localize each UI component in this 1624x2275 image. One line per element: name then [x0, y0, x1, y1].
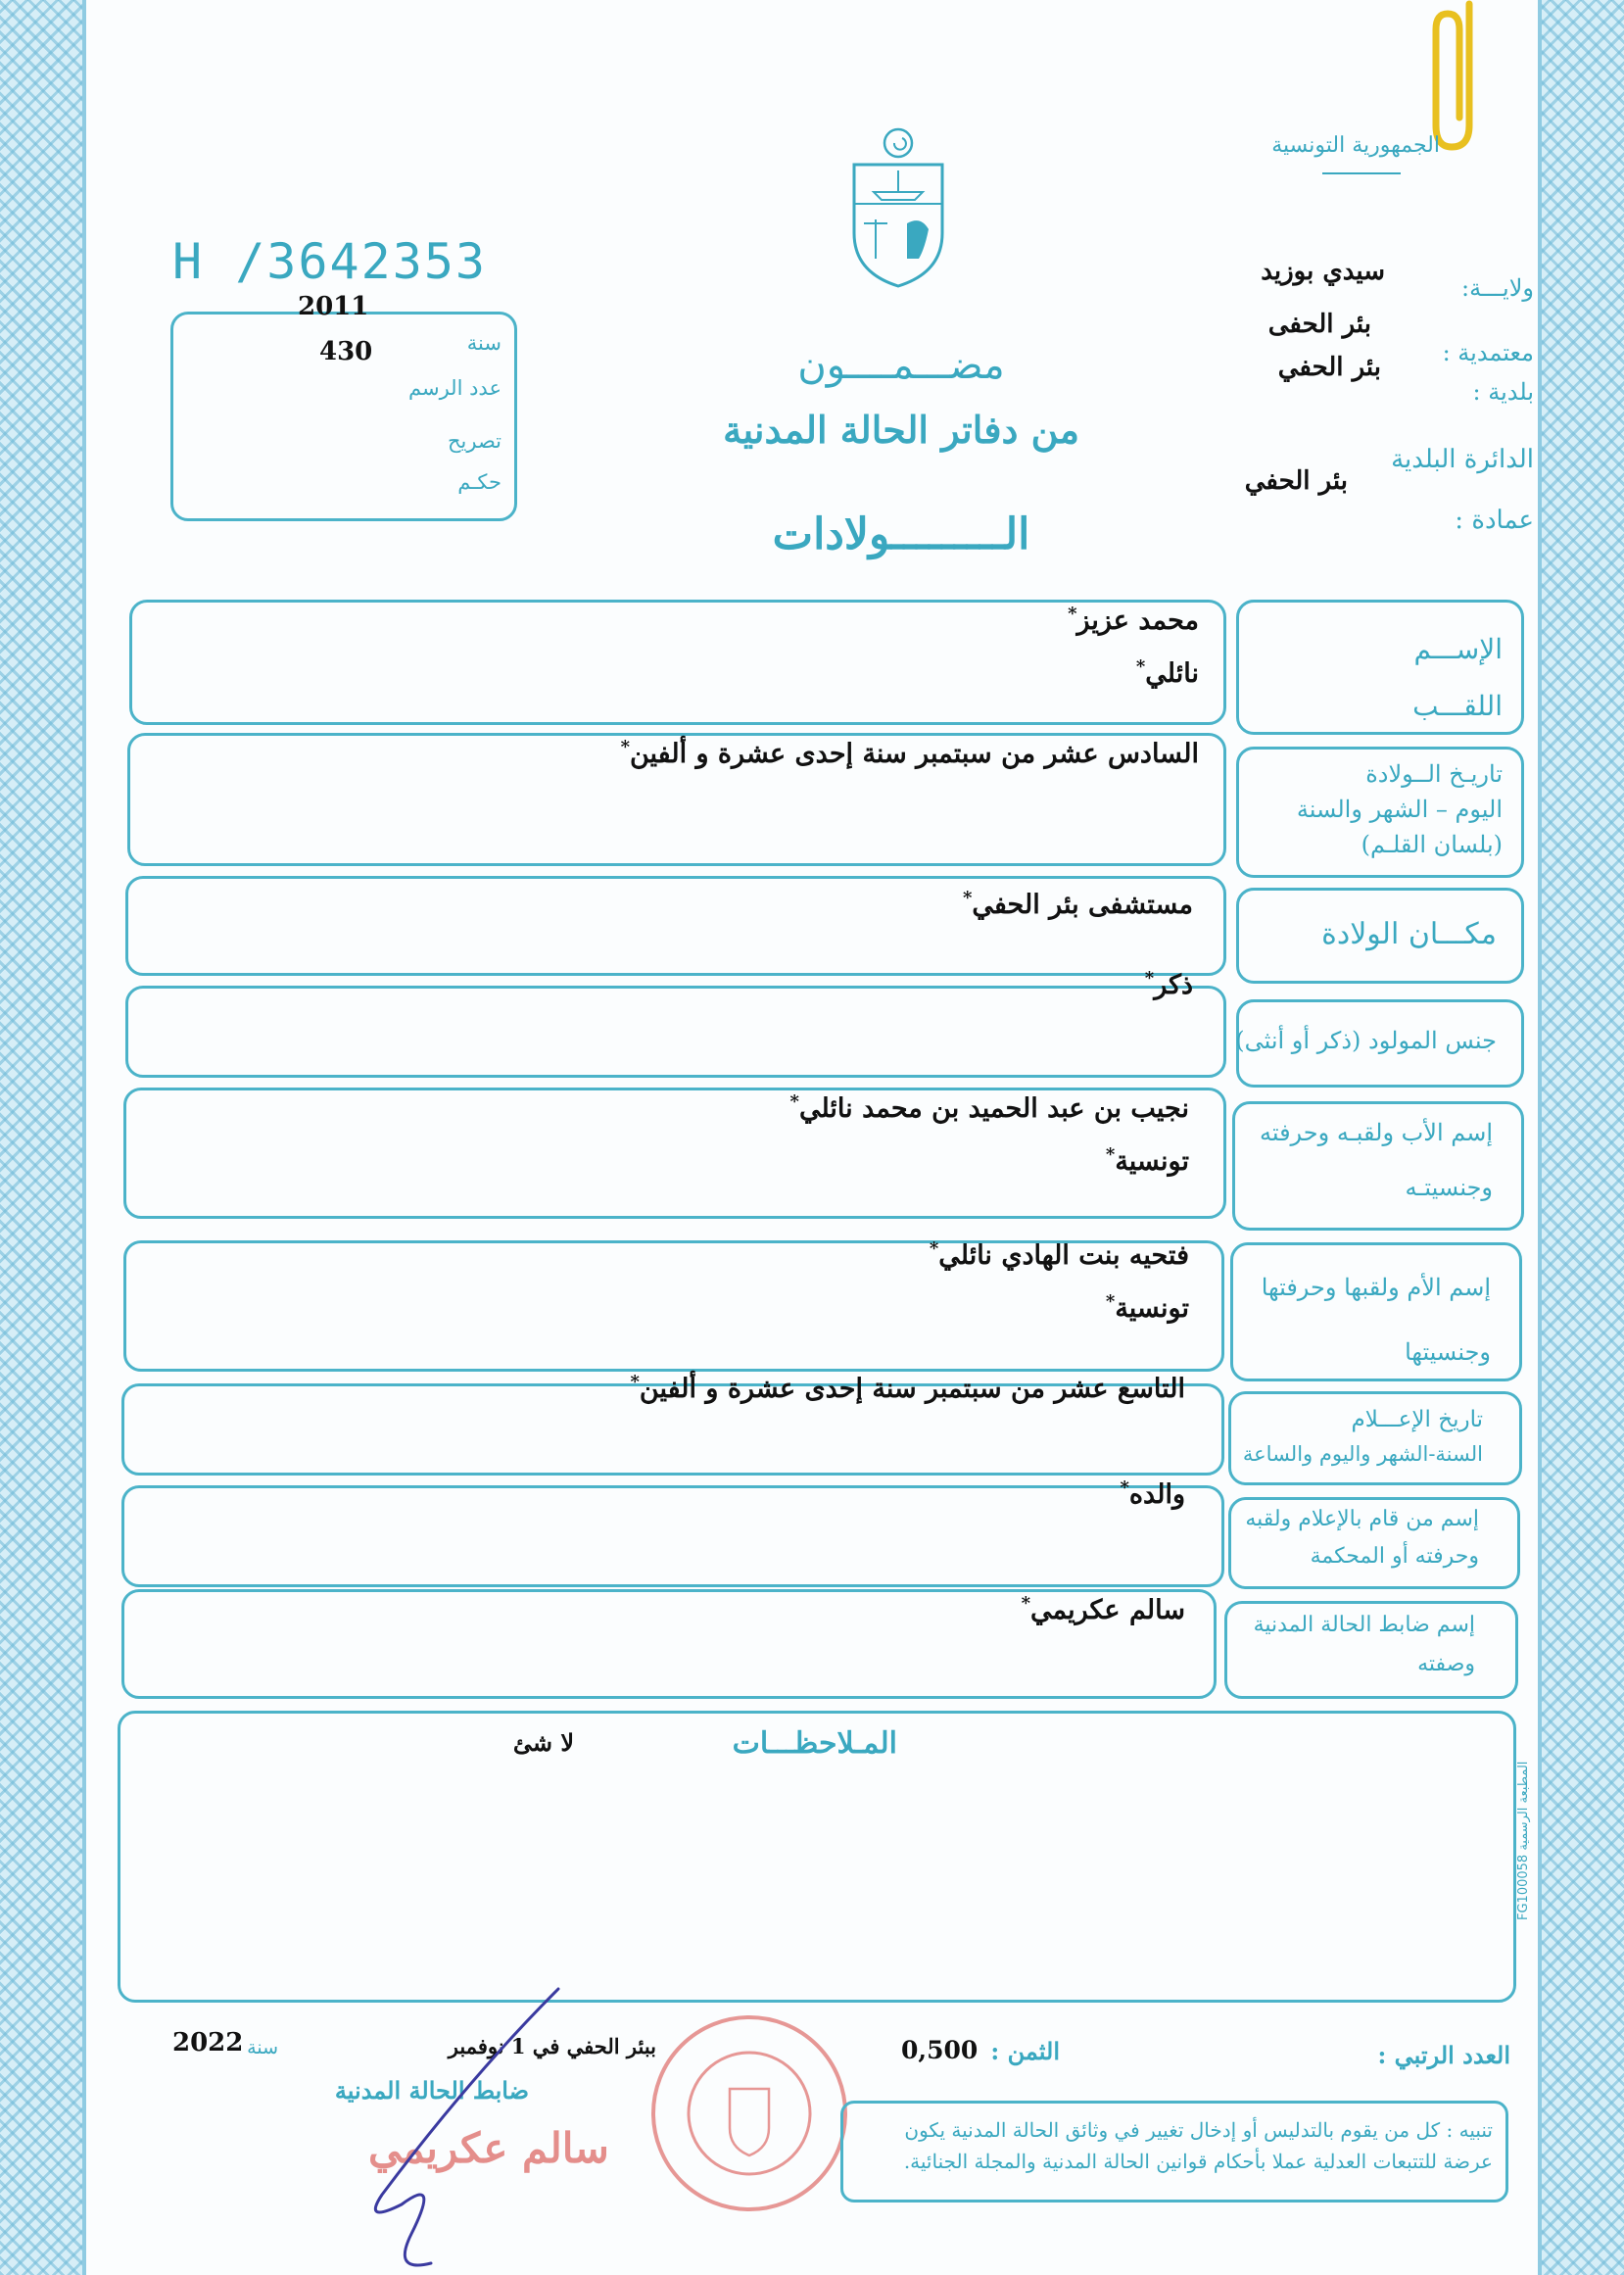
serial-label: العدد الرتبي : [1377, 2041, 1510, 2069]
name-label: الإســـم [1413, 633, 1503, 665]
declarant-value: والده* [1120, 1477, 1185, 1510]
governorate-label: ولايـــة: [1460, 274, 1534, 302]
price-value: 0,500 [901, 2036, 979, 2064]
register-year-value: 2011 [298, 292, 369, 321]
name-value: محمد عزيز* [1068, 604, 1199, 636]
birth-date-label: تاريـخ الــولادة [1365, 760, 1503, 788]
mother-label: إسم الأم ولقبها وحرفتها [1261, 1274, 1491, 1301]
notice-text: تنبيه : كل من يقوم بالتدليس أو إدخال تغيير في وثائق الحالة المدنية يكون عرضة للتتبعات العدلية عملا بأحكام قوانين الحالة المدنية والمجلة الجنائية. [903, 2118, 1493, 2173]
place-date: ببئر الحفي في 1 نوفمبر [448, 2034, 656, 2058]
declarant-sublabel: وحرفته أو المحكمة [1310, 1544, 1479, 1569]
title-line1: مضـــمــــون [797, 343, 1005, 388]
birth-date-value: السادس عشر من سبتمبر سنة إحدى عشرة و ألفين* [620, 737, 1199, 769]
right-guilloche-border [1538, 0, 1624, 2275]
father-value: نجيب بن عبد الحميد بن محمد نائلي* [789, 1091, 1189, 1124]
birth-date-note: (بلسان القلـم) [1361, 831, 1503, 858]
declaration-date-sublabel: السنة-الشهر واليوم والساعة [1242, 1442, 1483, 1466]
father-label: إسم الأب ولقبـه وحرفته [1259, 1119, 1493, 1146]
register-year-label: سنة [466, 331, 502, 355]
birth-place-label: مكـــان الولادة [1321, 917, 1497, 951]
birth-place-value: مستشفى بئر الحفي* [962, 888, 1193, 920]
register-number-value: 430 [319, 337, 373, 366]
register-declaration-label: تصريح [447, 429, 502, 453]
republic-label: الجمهورية التونسية [1271, 133, 1440, 158]
signature-icon [323, 1979, 597, 2273]
mother-sublabel: وجنسيتها [1405, 1338, 1491, 1366]
remarks-value: لا شئ [512, 1728, 574, 1757]
sex-value-box [125, 986, 1226, 1078]
officer-name-stamp: سالم عكريمي [368, 2124, 609, 2172]
officer-value: سالم عكريمي* [1021, 1593, 1185, 1625]
sector-label: عمادة : [1455, 506, 1534, 535]
republic-underline [1322, 172, 1401, 174]
governorate-value: سيدي بوزيد [1261, 257, 1385, 286]
declaration-date-label: تاريخ الإعـــلام [1351, 1407, 1483, 1432]
mother-nationality-value: تونسية* [1105, 1291, 1189, 1324]
surname-value: نائلي* [1135, 656, 1199, 689]
municipality-value: بئر الحفي [1277, 353, 1381, 382]
sex-value: ذكر* [1144, 968, 1193, 1000]
printer-mark: المطبعة الرسمية FG100058 [1516, 1761, 1531, 1920]
mother-value: فتحيه بنت الهادي نائلي* [929, 1238, 1189, 1271]
declarant-label: إسم من قام بالإعلام ولقبه [1245, 1507, 1479, 1531]
sex-label: جنس المولود (ذكر أو أنثى) [1235, 1027, 1497, 1054]
district-value: بئر الحفي [1244, 466, 1348, 496]
section-title: الـــــــــولادات [772, 509, 1030, 559]
birth-date-sublabel: اليوم – الشهر والسنة [1296, 796, 1503, 823]
register-judgment-label: حكـم [457, 470, 502, 494]
remarks-label: المـلاحظـــات [732, 1726, 897, 1761]
declarant-value-box [121, 1485, 1224, 1587]
register-number-label: عدد الرسم [408, 376, 502, 400]
title-line2: من دفاتر الحالة المدنية [723, 408, 1079, 452]
footer-year-label: سنة [247, 2037, 278, 2058]
officer-label: إسم ضابط الحالة المدنية [1253, 1613, 1475, 1637]
declaration-date-value: التاسع عشر من سبتمبر سنة إحدى عشرة و ألفين* [630, 1372, 1185, 1404]
paperclip-icon [1430, 0, 1508, 157]
municipality-label: بلدية : [1472, 378, 1534, 406]
delegation-value: بئر الحفى [1267, 310, 1371, 339]
serial-number: H /3642353 [172, 233, 488, 290]
district-label: الدائرة البلدية [1391, 445, 1534, 474]
left-guilloche-border [0, 0, 86, 2275]
official-seal-icon [646, 2010, 852, 2216]
father-nationality-value: تونسية* [1105, 1144, 1189, 1177]
coat-of-arms-icon [844, 125, 952, 290]
price-label: الثمن : [990, 2037, 1060, 2065]
name-value-box [129, 600, 1226, 725]
footer-year-value: 2022 [172, 2028, 244, 2057]
officer-sublabel: وصفته [1417, 1652, 1475, 1676]
father-sublabel: وجنسيتـه [1405, 1174, 1493, 1201]
officer-title: ضابط الحالة المدنية [334, 2076, 529, 2105]
delegation-label: معتمدية : [1442, 339, 1534, 366]
surname-label: اللقـــب [1412, 690, 1503, 722]
